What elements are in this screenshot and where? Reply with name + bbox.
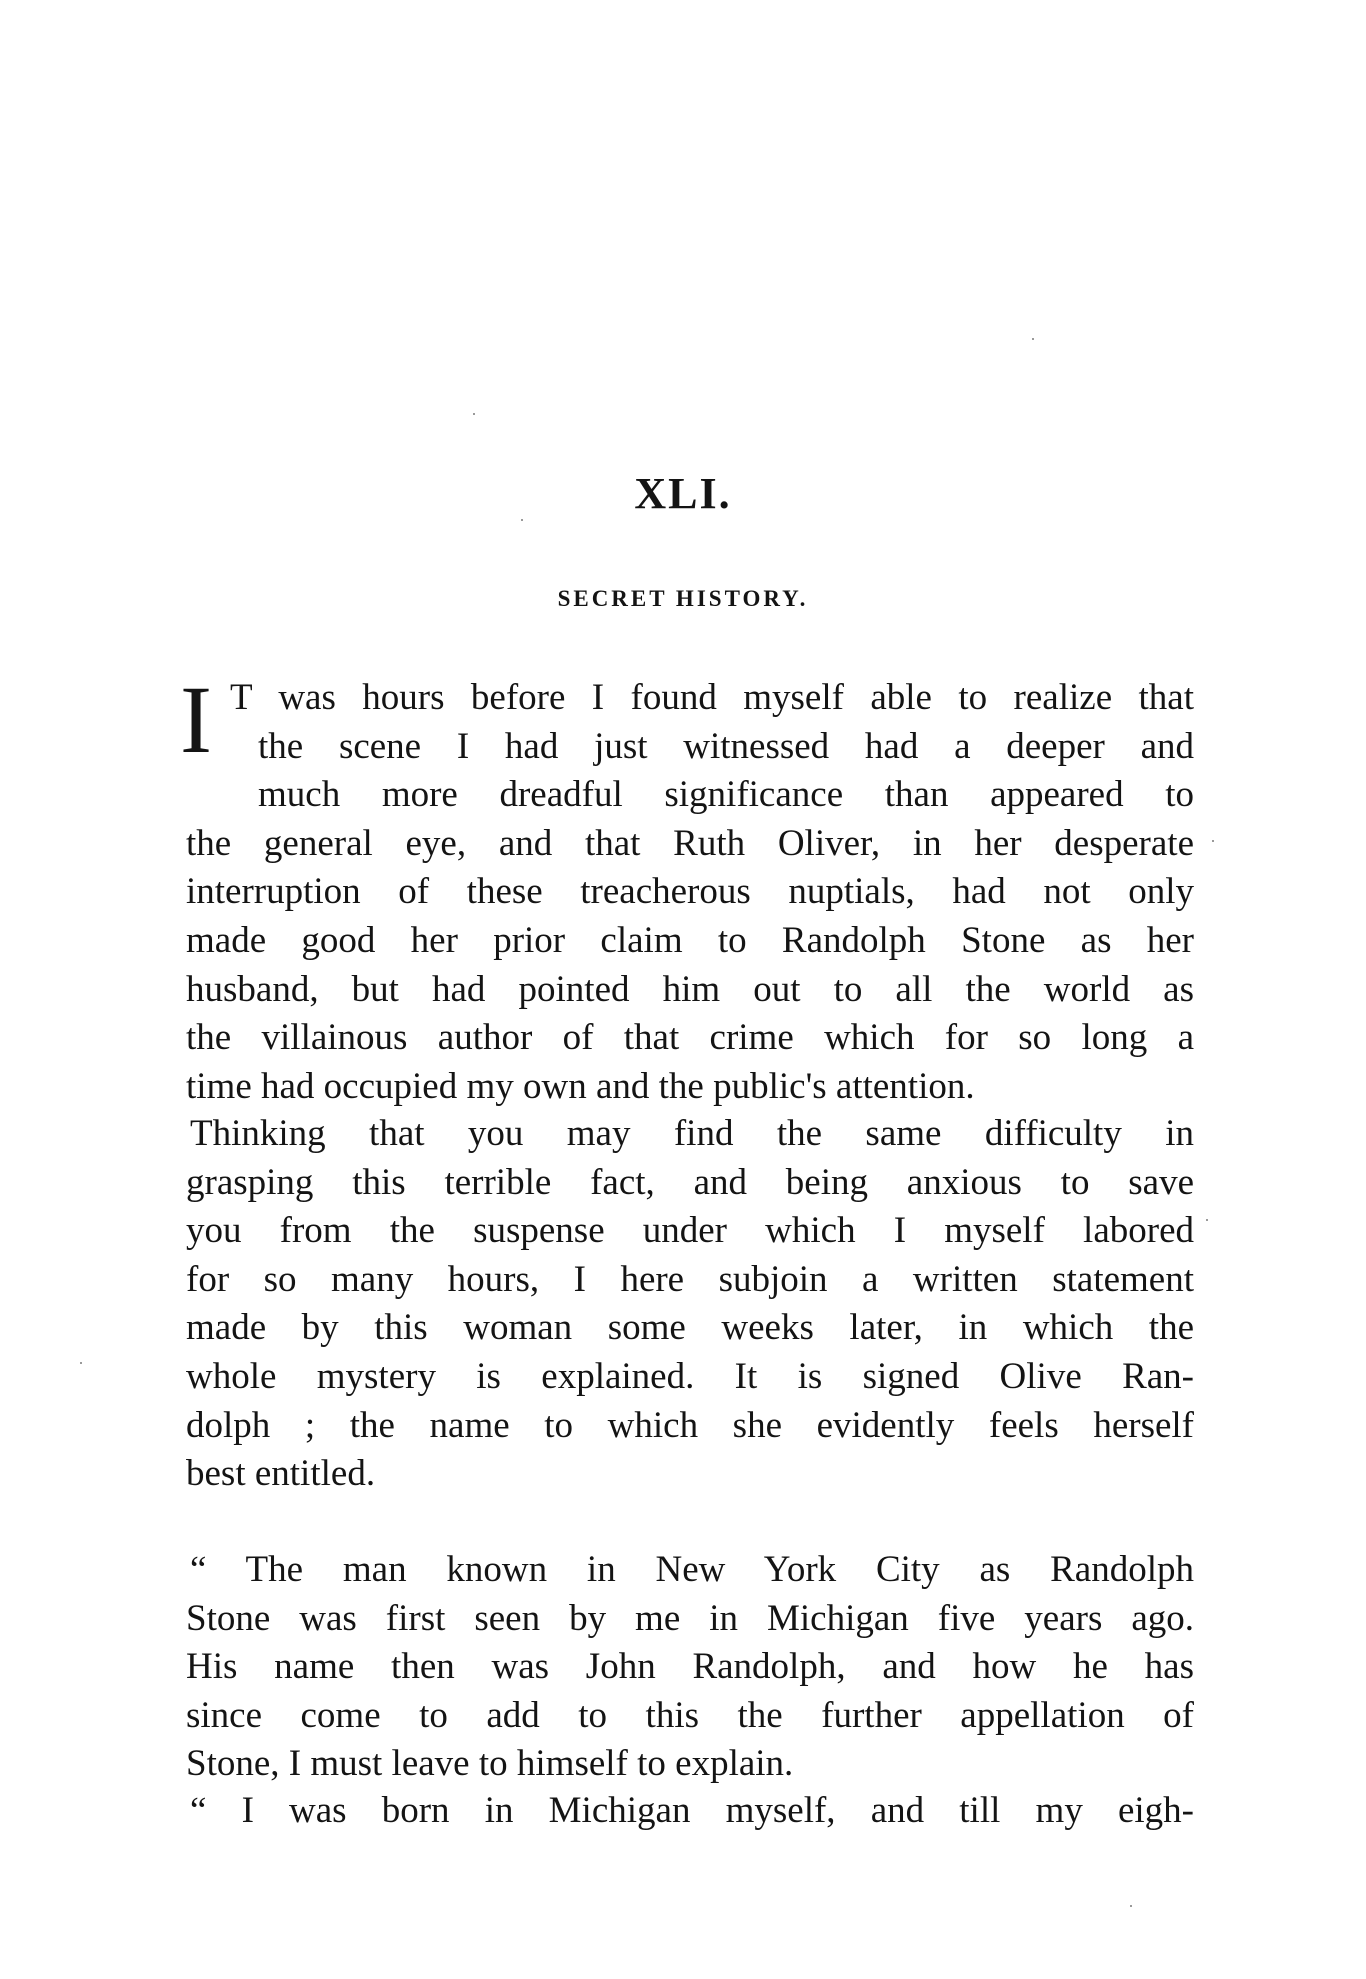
scan-speck <box>80 1362 82 1364</box>
paragraph-line: “ The man known in New York City as Randolph <box>190 1549 1194 1590</box>
paragraph-line: grasping this terrible fact, and being anxious to save <box>186 1161 1194 1203</box>
paragraph-line: Stone, I must leave to himself to explain. <box>186 1743 794 1785</box>
drop-cap: I <box>180 666 212 773</box>
scan-speck <box>1212 840 1214 842</box>
paragraph-line: “ I was born in Michigan myself, and till my eigh- <box>190 1790 1194 1831</box>
paragraph-line: made good her prior claim to Randolph Stone as her <box>186 919 1194 961</box>
paragraph-line-text: T was hours before I found myself able to realize that <box>230 677 1194 718</box>
paragraph-4 <box>186 1787 1194 1836</box>
paragraph-line: best entitled. <box>186 1453 376 1495</box>
paragraph-1 <box>180 666 1194 1111</box>
paragraph-line: Stone was first seen by me in Michigan five years ago. <box>186 1597 1194 1639</box>
paragraph-line: interruption of these treacherous nuptials, had not only <box>186 871 1194 913</box>
paragraph-line: since come to add to this the further appellation of <box>186 1694 1194 1736</box>
chapter-title: SECRET HISTORY. <box>557 586 809 611</box>
paragraph-line: Thinking that you may find the same difficulty in <box>190 1113 1194 1154</box>
paragraph-line: His name then was John Randolph, and how he has <box>186 1646 1194 1688</box>
paragraph-3 <box>186 1546 1194 1789</box>
scan-speck <box>1206 1219 1208 1221</box>
paragraph-line: you from the suspense under which I myself labored <box>186 1210 1194 1252</box>
paragraph-line: husband, but had pointed him out to all the world as <box>186 968 1194 1010</box>
paragraph-line: the villainous author of that crime which for so long a <box>186 1017 1194 1059</box>
scan-speck <box>1032 338 1034 340</box>
scan-speck <box>1130 1905 1132 1907</box>
paragraph-2 <box>186 1110 1194 1499</box>
paragraph-line: made by this woman some weeks later, in which the <box>186 1307 1194 1349</box>
paragraph-line: dolph ; the name to which she evidently feels herself <box>186 1404 1194 1446</box>
scan-speck <box>473 413 475 415</box>
scan-speck <box>521 519 523 521</box>
chapter-number: XLI. <box>634 469 732 518</box>
paragraph-line: time had occupied my own and the public's attention. <box>186 1065 975 1107</box>
paragraph-line: the scene I had just witnessed had a deeper and <box>258 725 1194 767</box>
paragraph-line: whole mystery is explained. It is signed Olive Ran- <box>186 1355 1194 1397</box>
paragraph-line: for so many hours, I here subjoin a written statement <box>186 1258 1194 1300</box>
paragraph-line: the general eye, and that Ruth Oliver, in her desperate <box>186 822 1194 864</box>
paragraph-line: much more dreadful significance than appeared to <box>258 774 1194 816</box>
